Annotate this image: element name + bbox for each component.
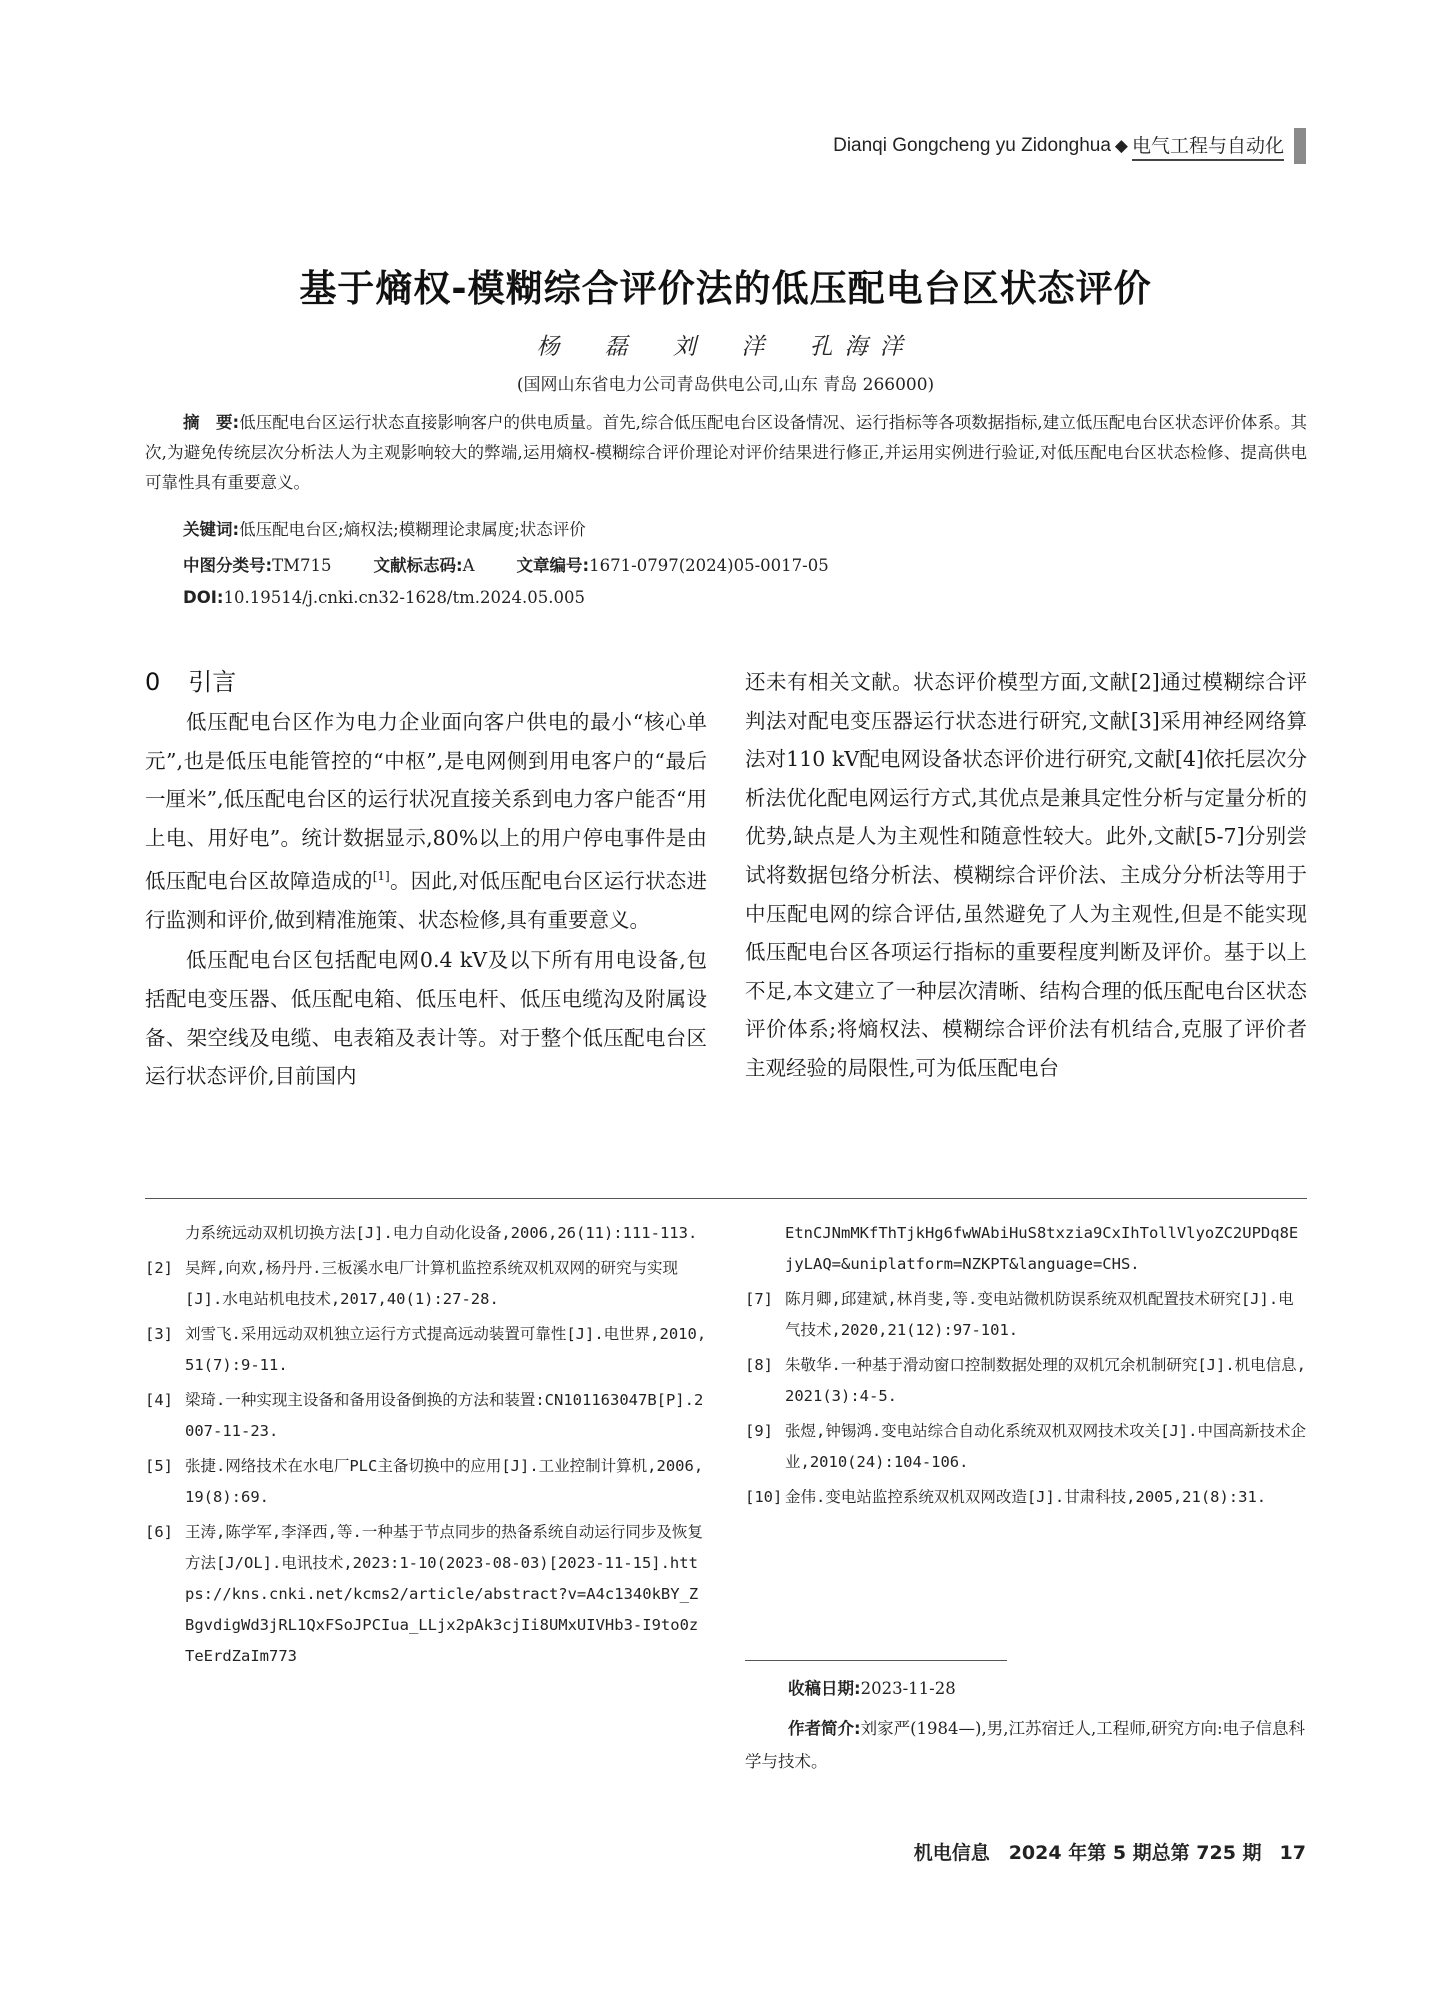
keywords-line bbox=[183, 516, 586, 540]
column-name: 电气工程与自动化 bbox=[1132, 131, 1284, 161]
running-header bbox=[833, 128, 1306, 164]
doccode-label: 文献标志码: bbox=[373, 556, 463, 575]
reference-item: [6] 王涛,陈学军,李泽西,等.一种基于节点同步的热备系统自动运行同步及恢复方法[J/OL].电讯技术,2023:1-10(2023-08-03)[2023-11-15].https://kns.cnki.net/kcms2/article/abstract?v=A4c1340kBY_ZBgvdigWd3jRL1QxFSoJPCIua_LLjx2pAk3cjIi8UMxUIVHb3-I9to0zTeErdZaIm773 bbox=[145, 1523, 703, 1665]
reference-item: [3] 刘雪飞.采用远动双机独立运行方式提高远动装置可靠性[J].电世界,2010,51(7):9-11. bbox=[145, 1325, 707, 1374]
body-left-column bbox=[145, 663, 707, 1096]
journal-issue: 机电信息 2024 年第 5 期总第 725 期 bbox=[913, 1842, 1262, 1864]
section-heading bbox=[145, 663, 707, 701]
page-number: 17 bbox=[1279, 1842, 1306, 1864]
header-bar bbox=[1294, 128, 1306, 164]
article-title: 基于熵权-模糊综合评价法的低压配电台区状态评价 bbox=[299, 267, 1152, 310]
intro-paragraph-continued: 还未有相关文献。状态评价模型方面,文献[2]通过模糊综合评判法对配电变压器运行状态进行研究,文献[3]采用神经网络算法对110 kV配电网设备状态评价进行研究,文献[4]依托层次分析法优化配电网运行方式,其优点是兼具定性分析与定量分析的优势,缺点是人为主观性和随意性较大。此外,文献[5-7]分别尝试将数据包络分析法、模糊综合评价法、主成分分析法等用于中压配电网的综合评估,虽然避免了人为主观性,但是不能实现低压配电台区各项运行指标的重要程度判断及评价。基于以上不足,本文建立了一种层次清晰、结构合理的低压配电台区状态评价体系;将熵权法、模糊综合评价法有机结合,克服了评价者主观经验的局限性,可为低压配电台 bbox=[745, 670, 1307, 1080]
reference-item: [5] 张捷.网络技术在水电厂PLC主备切换中的应用[J].工业控制计算机,2006,19(8):69. bbox=[145, 1457, 704, 1506]
journal-pinyin: Dianqi Gongcheng yu Zidonghua bbox=[833, 135, 1111, 156]
article-authors: 杨 磊 刘 洋 孔海洋 bbox=[536, 334, 915, 360]
reference-item: [8] 朱敬华.一种基于滑动窗口控制数据处理的双机冗余机制研究[J].机电信息,2021(3):4-5. bbox=[745, 1356, 1306, 1405]
reference-item: 力系统远动双机切换方法[J].电力自动化设备,2006,26(11):111-113. bbox=[185, 1224, 698, 1242]
diamond-icon: ◆ bbox=[1114, 136, 1128, 156]
bio-label: 作者简介: bbox=[788, 1719, 861, 1738]
reference-item: [10] 金伟.变电站监控系统双机双网改造[J].甘肃科技,2005,21(8):31. bbox=[745, 1488, 1267, 1506]
bio-text: 刘家严(1984—),男,江苏宿迁人,工程师,研究方向:电子信息科学与技术。 bbox=[745, 1719, 1306, 1771]
intro-paragraph-1: 低压配电台区作为电力企业面向客户供电的最小“核心单元”,也是低压电能管控的“中枢”,是电网侧到用电客户的“最后一厘米”,低压配电台区的运行状况直接关系到电力客户能否“用上电、用好电”。统计数据显示,80%以上的用户停电事件是由低压配电台区故障造成的[1]。因此,对低压配电台区运行状态进行监测和评价,做到精准施策、状态检修,具有重要意义。 bbox=[145, 710, 707, 932]
abstract bbox=[145, 408, 1307, 498]
page-footer bbox=[914, 1838, 1306, 1865]
keywords-label: 关键词: bbox=[183, 520, 240, 539]
reference-item: [9] 张煜,钟锡鸿.变电站综合自动化系统双机双网技术攻关[J].中国高新技术企业,2010(24):104-106. bbox=[745, 1422, 1306, 1471]
body-right-column bbox=[745, 663, 1307, 1088]
clc-label: 中图分类号: bbox=[183, 556, 273, 575]
abstract-label: 摘 要: bbox=[183, 413, 240, 432]
articleno-value: 1671-0797(2024)05-0017-05 bbox=[589, 556, 829, 575]
references-left bbox=[145, 1218, 707, 1676]
section-divider bbox=[145, 1198, 1307, 1199]
footnote-divider bbox=[745, 1660, 1007, 1661]
section-number: 0 bbox=[145, 668, 161, 696]
doi-label: DOI: bbox=[183, 588, 224, 607]
abstract-text: 低压配电台区运行状态直接影响客户的供电质量。首先,综合低压配电台区设备情况、运行指标等各项数据指标,建立低压配电台区状态评价体系。其次,为避免传统层次分析法人为主观影响较大的弊端,运用熵权-模糊综合评价理论对评价结果进行修正,并运用实例进行验证,对低压配电台区状态检修、提高供电可靠性具有重要意义。 bbox=[145, 413, 1307, 492]
reference-item: [2] 吴辉,向欢,杨丹丹.三板溪水电厂计算机监控系统双机双网的研究与实现[J].水电站机电技术,2017,40(1):27-28. bbox=[145, 1259, 678, 1308]
received-date bbox=[788, 1675, 956, 1699]
author-affiliation: (国网山东省电力公司青岛供电公司,山东 青岛 266000) bbox=[516, 375, 935, 395]
section-title: 引言 bbox=[188, 668, 237, 696]
received-value: 2023-11-28 bbox=[860, 1679, 956, 1698]
author-bio bbox=[745, 1712, 1307, 1778]
reference-item: [4] 梁琦.一种实现主设备和备用设备倒换的方法和装置:CN101163047B[P].2007-11-23. bbox=[145, 1391, 704, 1440]
citation-1: [1] bbox=[372, 869, 390, 884]
references-right bbox=[745, 1218, 1307, 1517]
clc-value: TM715 bbox=[272, 556, 332, 575]
classification-line bbox=[183, 552, 829, 576]
reference-item: EtnCJNmMKfThTjkHg6fwWAbiHuS8txzia9CxIhTollVlyoZC2UPDq8EjyLAQ=&uniplatform=NZKPT&language=CHS. bbox=[785, 1224, 1299, 1273]
keywords-text: 低压配电台区;熵权法;模糊理论隶属度;状态评价 bbox=[239, 520, 586, 539]
doi-line bbox=[183, 588, 585, 607]
received-label: 收稿日期: bbox=[788, 1679, 861, 1698]
doi-value: 10.19514/j.cnki.cn32-1628/tm.2024.05.005 bbox=[223, 588, 585, 607]
reference-item: [7] 陈月卿,邱建斌,林肖斐,等.变电站微机防误系统双机配置技术研究[J].电气技术,2020,21(12):97-101. bbox=[745, 1290, 1294, 1339]
articleno-label: 文章编号: bbox=[516, 556, 590, 575]
doccode-value: A bbox=[462, 556, 475, 575]
intro-paragraph-2: 低压配电台区包括配电网0.4 kV及以下所有用电设备,包括配电变压器、低压配电箱、低压电杆、低压电缆沟及附属设备、架空线及电缆、电表箱及表计等。对于整个低压配电台区运行状态评价,目前国内 bbox=[145, 948, 707, 1089]
